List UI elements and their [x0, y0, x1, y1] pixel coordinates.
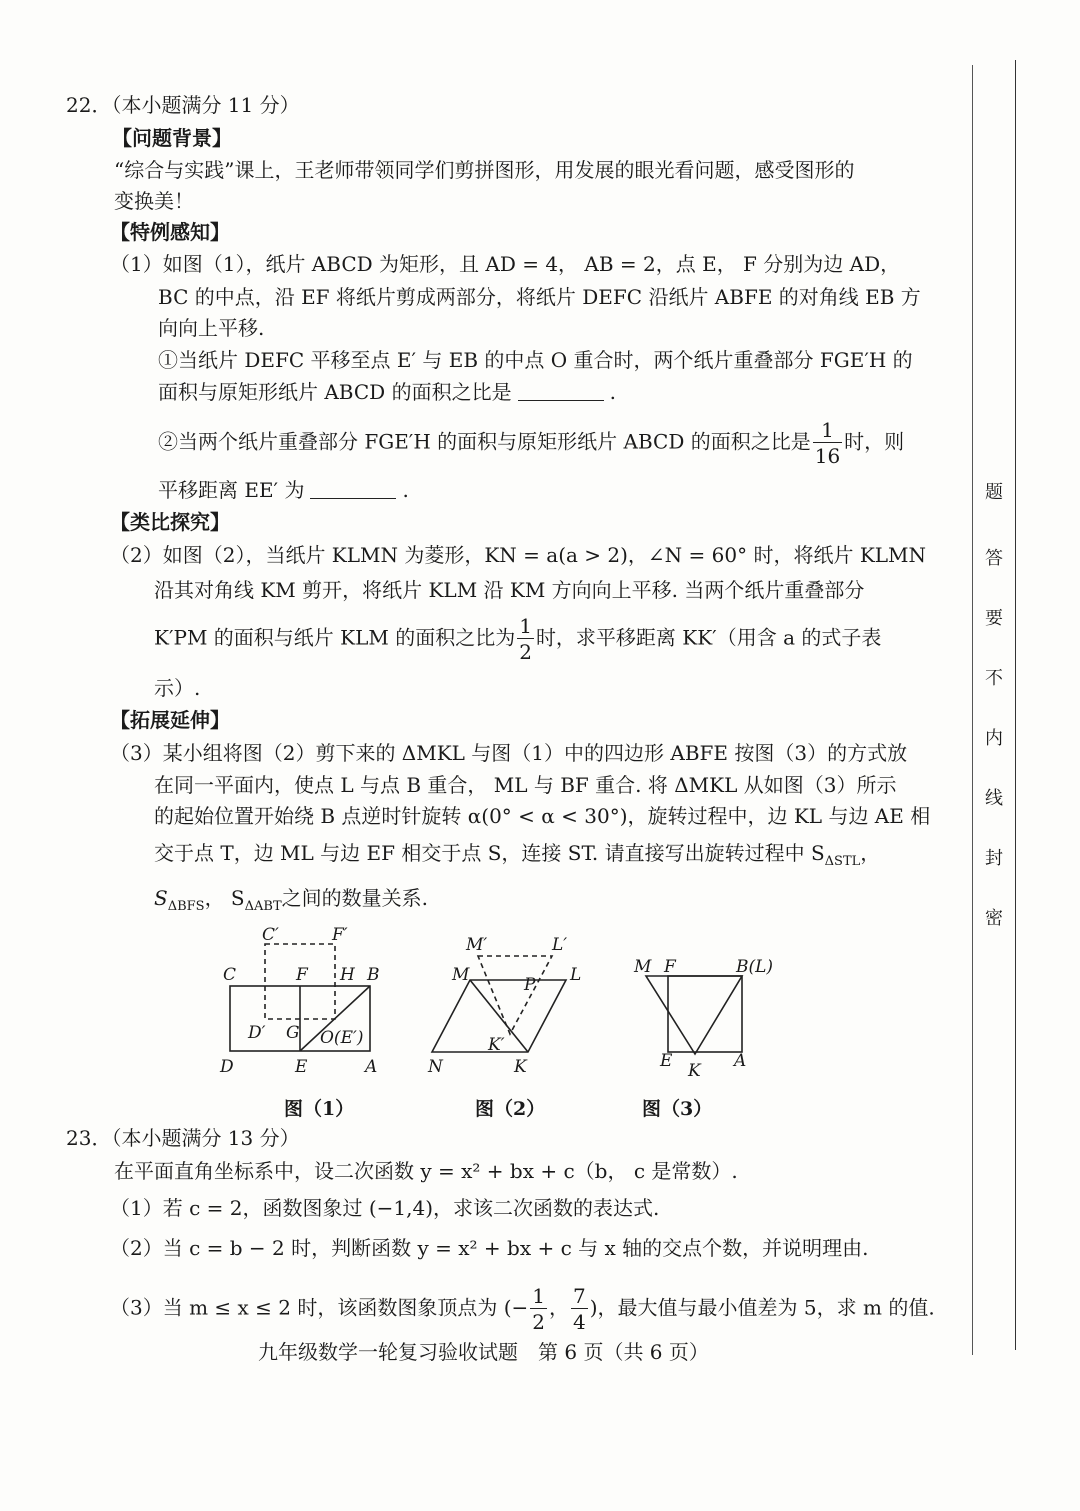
fig1-label-b: B	[367, 965, 380, 985]
part3-line4-text: 交于点 T，边 ML 与边 EF 相交于点 S，连接 ST. 请直接写出旋转过程中 S	[154, 841, 825, 865]
part1-q2-line2: 平移距离 EE′ 为 .	[158, 478, 409, 502]
fig2-label-n: N	[428, 1057, 443, 1077]
fig3-label-a: A	[734, 1051, 747, 1071]
part3-line5-end: 之间的数量关系.	[281, 886, 429, 910]
q23-intro: 在平面直角坐标系中，设二次函数 y = x² + bx + c（b， c 是常数）.	[114, 1159, 738, 1183]
section-extension: 【拓展延伸】	[110, 708, 230, 732]
fig2-caption: 图（2）	[475, 1098, 546, 1120]
fig1-label-g: G	[286, 1023, 300, 1043]
fig2-label-k: K	[514, 1057, 527, 1077]
q23-part3-comma: ，	[549, 1295, 570, 1320]
fig1-label-a: A	[365, 1057, 378, 1077]
fig1-label-e: E	[295, 1057, 308, 1077]
part1-q2-text: ②当两个纸片重叠部分 FGE′H 的面积与原矩形纸片 ABCD 的面积之比是	[158, 429, 811, 454]
margin-char-2: 答	[985, 548, 1003, 569]
subscript-stl: ΔSTL	[824, 854, 861, 869]
fig1-label-d: D	[220, 1057, 234, 1077]
part1-q1-line2: 面积与原矩形纸片 ABCD 的面积之比是 .	[158, 380, 616, 404]
q23-part1: （1）若 c = 2，函数图象过 (−1,4)，求该二次函数的表达式.	[110, 1196, 660, 1220]
part3-line1: （3）某小组将图（2）剪下来的 ΔMKL 与图（1）中的四边形 ABFE 按图（3）的方式放	[110, 741, 908, 765]
fig2-shifted-triangle	[478, 956, 552, 1034]
fig1-label-o-e-prime: O(E′)	[320, 1028, 364, 1048]
section-analogy: 【类比探究】	[110, 510, 230, 534]
fig1-label-f-prime: F′	[332, 925, 348, 945]
part2-line3-text: K′PM 的面积与纸片 KLM 的面积之比为	[154, 625, 516, 650]
part1-q2-after: 时，则	[844, 429, 905, 454]
q23-part3-text: （3）当 m ≤ x ≤ 2 时，该函数图象顶点为 (−	[110, 1295, 529, 1320]
part2-line2: 沿其对角线 KM 剪开，将纸片 KLM 沿 KM 方向向上平移. 当两个纸片重叠部分	[154, 578, 865, 602]
q23-part3	[110, 1286, 935, 1332]
subscript-bfs: ΔBFS	[167, 899, 205, 914]
part1-line3: 向向上平移.	[158, 316, 265, 340]
fig1-caption: 图（1）	[284, 1098, 355, 1120]
q23-part2: （2）当 c = b − 2 时，判断函数 y = x² + bx + c 与 x 轴的交点个数，并说明理由.	[110, 1236, 869, 1260]
part1-line1: （1）如图（1），纸片 ABCD 为矩形，且 AD = 4， AB = 2，点 E， F 分别为边 AD，	[110, 252, 901, 276]
part1-line2: BC 的中点，沿 EF 将纸片剪成两部分，将纸片 DEFC 沿纸片 ABFE 的对角线 EB 方	[158, 285, 921, 309]
s-symbol-1: S	[154, 886, 168, 910]
margin-char-1: 题	[985, 482, 1003, 503]
q23-header: 23．（本小题满分 13 分）	[66, 1126, 300, 1150]
fig3-label-f: F	[664, 957, 676, 977]
fig2-label-l-prime: L′	[552, 935, 568, 955]
margin-char-3: 要	[985, 608, 1003, 629]
fraction-denominator: 2	[519, 640, 532, 664]
part2-line3-after: 时，求平移距离 KK′（用含 a 的式子表	[535, 625, 882, 650]
fig2-label-m: M	[452, 965, 470, 985]
section-special: 【特例感知】	[110, 220, 230, 244]
fraction-numerator: 7	[573, 1284, 586, 1308]
subscript-abt: ΔABT	[244, 899, 282, 914]
fig1-label-f: F	[296, 965, 308, 985]
fig2-label-p: P	[524, 975, 536, 995]
fig2-label-k-prime: K′	[488, 1035, 505, 1055]
fig1-label-d-prime: D′	[248, 1023, 266, 1043]
part1-q1-line1: ①当纸片 DEFC 平移至点 E′ 与 EB 的中点 O 重合时，两个纸片重叠部分 FGE′H 的	[158, 348, 913, 372]
part3-line2: 在同一平面内，使点 L 与点 B 重合， ML 与 BF 重合. 将 ΔMKL 从如图（3）所示	[154, 773, 897, 797]
fraction-denominator: 4	[573, 1310, 586, 1334]
q22-header: 22．（本小题满分 11 分）	[66, 93, 300, 117]
q23-part3-after: )，最大值与最小值差为 5，求 m 的值.	[589, 1295, 935, 1320]
section-background: 【问题背景】	[112, 126, 232, 150]
fig3-caption: 图（3）	[642, 1098, 713, 1120]
fraction-7-4-vertex	[571, 1286, 588, 1332]
fig1-label-c: C	[223, 965, 237, 985]
fig3-label-m: M	[634, 957, 652, 977]
margin-char-4: 不	[985, 668, 1003, 689]
part3-line3: 的起始位置开始绕 B 点逆时针旋转 α(0° < α < 30°)，旋转过程中，边 KL 与边 AE 相	[154, 804, 931, 828]
part2-line4: 示）.	[154, 676, 201, 700]
fig1-label-c-prime: C′	[262, 925, 279, 945]
margin-char-8: 密	[985, 908, 1003, 929]
margin-outer-line	[1015, 60, 1016, 1350]
fig3-label-k: K	[688, 1061, 701, 1081]
fig3-label-b-l: B(L)	[736, 957, 774, 977]
page-footer: 九年级数学一轮复习验收试题 第 6 页（共 6 页）	[258, 1340, 709, 1364]
fraction-numerator: 1	[813, 420, 842, 443]
part1-q1-text: 面积与原矩形纸片 ABCD 的面积之比是	[158, 380, 512, 404]
margin-char-5: 内	[985, 728, 1003, 749]
margin-char-6: 线	[985, 788, 1003, 809]
fraction-numerator: 1	[519, 614, 532, 638]
background-text-2: 变换美！	[114, 189, 194, 213]
margin-inner-line	[972, 65, 973, 1355]
fig2-label-m-prime: M′	[466, 935, 488, 955]
fraction-denominator: 16	[814, 444, 841, 468]
fraction-denominator: 2	[532, 1310, 546, 1334]
part2-line1: （2）如图（2），当纸片 KLMN 为菱形，KN = a(a > 2)，∠N = 60° 时，将纸片 KLMN	[110, 543, 927, 567]
part3-line5-mid: ， S	[204, 886, 245, 910]
fraction-1-2-vertex	[530, 1286, 547, 1332]
fig1-label-h: H	[340, 965, 355, 985]
fig2-label-l: L	[570, 965, 582, 985]
part1-q2-line2-text: 平移距离 EE′ 为	[158, 478, 305, 502]
figure-3	[646, 976, 742, 1054]
background-text-1: “综合与实践”课上，王老师带领同学们剪拼图形，用发展的眼光看问题，感受图形的	[114, 158, 855, 182]
margin-char-7: 封	[985, 848, 1003, 869]
fig3-rectangle	[668, 976, 742, 1052]
part3-line4-end: ，	[860, 841, 881, 865]
fraction-numerator: 1	[532, 1284, 546, 1308]
fig3-triangle	[646, 976, 742, 1054]
fig3-label-e: E	[660, 1051, 673, 1071]
